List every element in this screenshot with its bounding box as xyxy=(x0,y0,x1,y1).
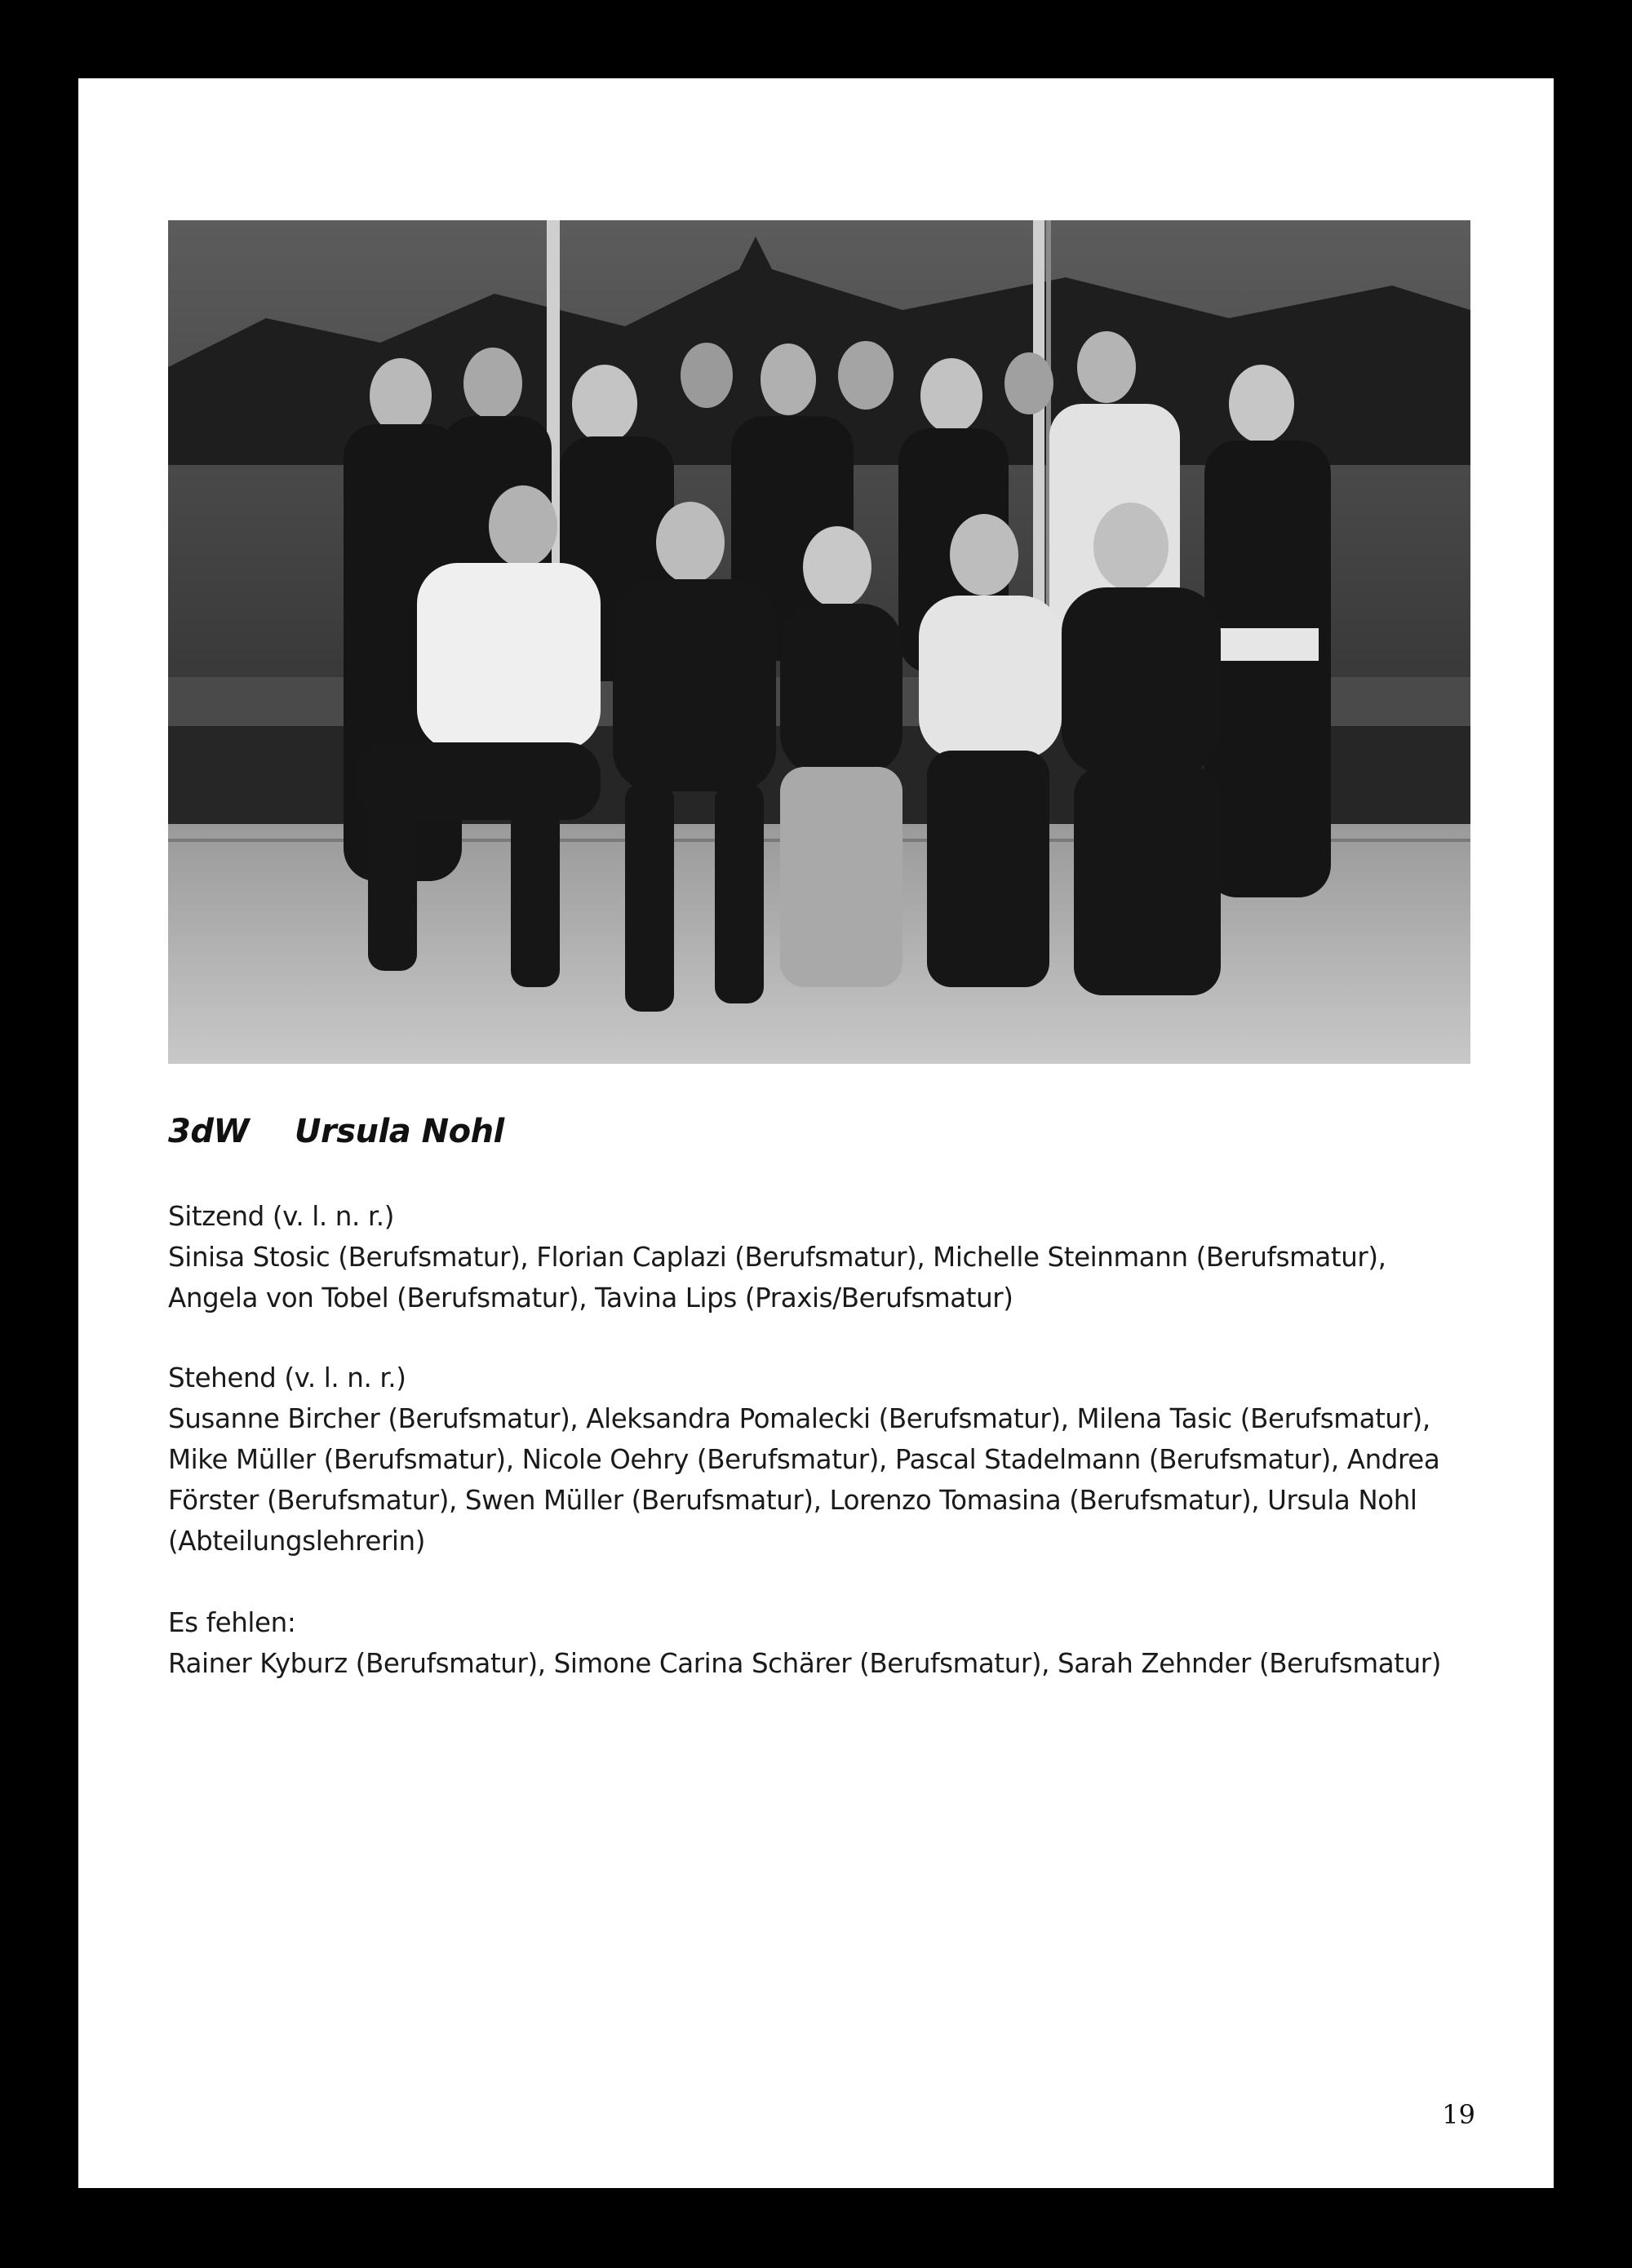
section-standing xyxy=(168,1358,1474,1561)
section-title: Sitzend (v. l. n. r.) xyxy=(168,1201,395,1232)
class-group-photo xyxy=(168,220,1470,1064)
section-title: Stehend (v. l. n. r.) xyxy=(168,1362,406,1393)
section-names: Sinisa Stosic (Berufsmatur), Florian Caplazi (Berufsmatur), Michelle Steinmann (Berufsmatur), Angela von Tobel (Berufsmatur), Tavina Lips (Praxis/Berufsmatur) xyxy=(168,1242,1386,1313)
class-code: 3dW xyxy=(168,1113,250,1150)
teacher-name: Ursula Nohl xyxy=(295,1113,504,1150)
section-title: Es fehlen: xyxy=(168,1607,296,1638)
page-number: 19 xyxy=(1442,2099,1475,2130)
section-names: Rainer Kyburz (Berufsmatur), Simone Carina Schärer (Berufsmatur), Sarah Zehnder (Berufsmatur) xyxy=(168,1648,1442,1679)
page-heading xyxy=(168,1113,504,1170)
section-seated xyxy=(168,1196,1474,1318)
section-names: Susanne Bircher (Berufsmatur), Aleksandra Pomalecki (Berufsmatur), Milena Tasic (Berufsmatur), Mike Müller (Berufsmatur), Nicole Oehry (Berufsmatur), Pascal Stadelmann (Berufsmatur), Andrea Förster (Berufsmatur), Swen Müller (Berufsmatur), Lorenzo Tomasina (Berufsmatur), Ursula Nohl (Abteilungslehrerin) xyxy=(168,1403,1440,1557)
document-page xyxy=(78,78,1554,2188)
section-missing xyxy=(168,1602,1474,1684)
group-photo-illustration xyxy=(168,220,1470,1064)
